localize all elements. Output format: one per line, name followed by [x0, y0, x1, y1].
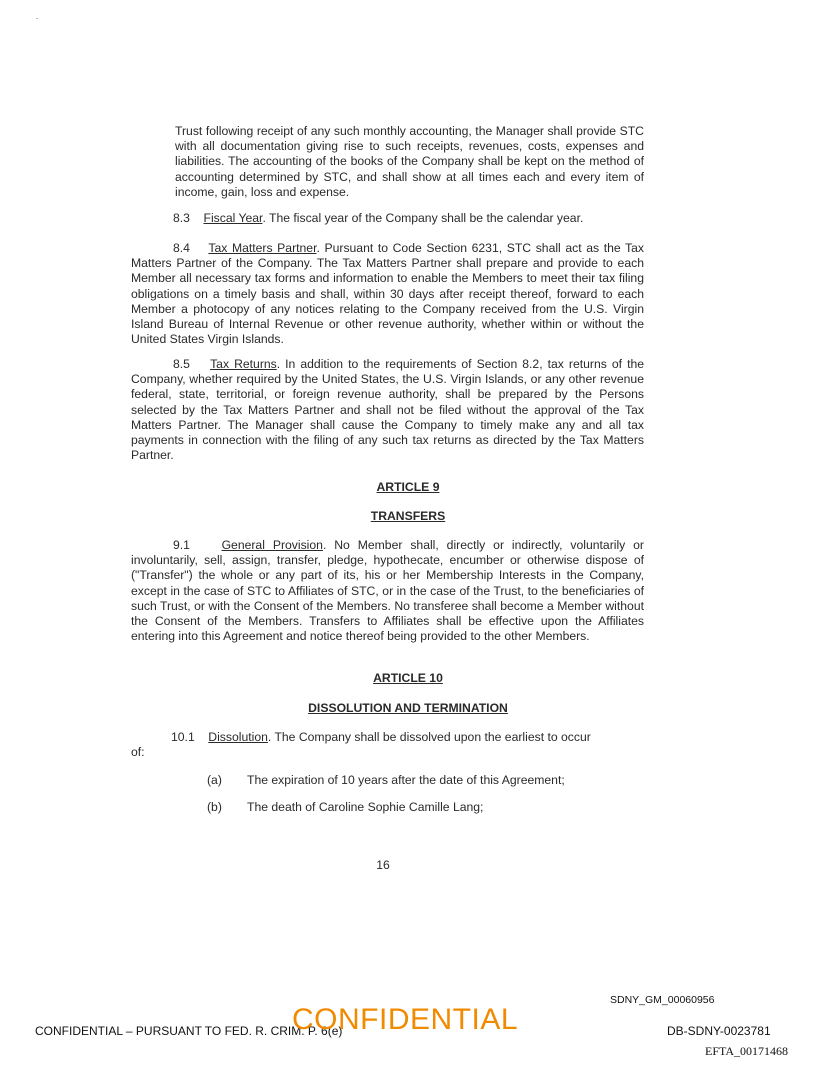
- db-number: DB-SDNY-0023781: [667, 1024, 771, 1038]
- section-heading: Dissolution: [208, 730, 268, 744]
- list-item-text: The expiration of 10 years after the date of this Agreement;: [247, 773, 565, 787]
- section-number: 8.5: [173, 357, 190, 371]
- section-number: 8.3: [173, 211, 190, 225]
- article-10-heading: ARTICLE 10: [373, 671, 443, 685]
- scan-mark: [36, 18, 38, 19]
- section-number: 8.4: [173, 241, 190, 255]
- list-item: [207, 800, 667, 815]
- section-heading: Fiscal Year: [203, 211, 263, 225]
- confidential-notice: CONFIDENTIAL – PURSUANT TO FED. R. CRIM. P. 6(e): [35, 1024, 343, 1038]
- section-8-3: [131, 211, 644, 226]
- section-8-4: [131, 241, 644, 347]
- list-item: [207, 773, 667, 788]
- section-heading: Tax Returns: [210, 357, 277, 371]
- paragraph-continuation: Trust following receipt of any such monthly accounting, the Manager shall provide STC with all documentation giving rise to such receipts, revenues, costs, expenses and liabilities. The accounting of the books of the Company shall be kept on the method of accounting determined by STC, and shall show at all times each and every item of income, gain, loss and expense.: [175, 124, 644, 199]
- section-text: . Pursuant to Code Section 6231, STC shall act as the Tax Matters Partner of the Company. The Tax Matters Partner shall prepare and provide to each Member all necessary tax forms and information to enable the Members to meet their tax filing obligations on a timely basis and shall, within 30 days after receipt thereof, forward to each Member a photocopy of any notices relating to the Company received from the U.S. Virgin Island Bureau of Internal Revenue or other revenue authority, whether within or without the United States Virgin Islands.: [131, 241, 644, 347]
- article-9-heading: ARTICLE 9: [376, 480, 440, 494]
- section-text: . The fiscal year of the Company shall be the calendar year.: [262, 211, 584, 225]
- section-tail: of:: [131, 745, 145, 760]
- section-number: 9.1: [173, 538, 190, 552]
- confidential-stamp: CONFIDENTIAL: [292, 1003, 519, 1036]
- efta-number: EFTA_00171468: [705, 1044, 789, 1058]
- section-heading: Tax Matters Partner: [208, 241, 317, 255]
- article-10-title: DISSOLUTION AND TERMINATION: [308, 701, 508, 715]
- section-text: . No Member shall, directly or indirectly, voluntarily or involuntarily, sell, assign, transfer, pledge, hypothecate, encumber or otherwise dispose of ("Transfer") the whole or any part of its, his or her Membership Interests in the Company, except in the case of STC to Affiliates of STC, or in the case of the Trust, to the beneficiaries of such Trust, or with the Consent of the Members. No transferee shall become a Member without the Consent of the Members. Transfers to Affiliates shall be effective upon the Affiliates entering into this Agreement and notice thereof being provided to the other Members.: [131, 538, 644, 644]
- bates-number-top: SDNY_GM_00060956: [610, 994, 715, 1006]
- list-item-text: The death of Caroline Sophie Camille Lang;: [247, 800, 484, 814]
- section-number: 10.1: [171, 730, 195, 744]
- article-9-title: TRANSFERS: [370, 509, 446, 523]
- section-9-1: [131, 538, 644, 644]
- list-item-label: (b): [207, 800, 222, 814]
- page-number: 16: [376, 858, 390, 872]
- section-text: . The Company shall be dissolved upon the earliest to occur: [267, 730, 591, 744]
- section-heading: General Provision: [221, 538, 323, 552]
- section-8-5: [131, 357, 644, 463]
- section-text: . In addition to the requirements of Section 8.2, tax returns of the Company, whether required by the United States, the U.S. Virgin Islands, or any other revenue federal, state, territorial, or foreign revenue authority, shall be prepared by the Persons selected by the Tax Matters Partner and shall not be filed without the approval of the Tax Matters Partner. The Manager shall cause the Company to timely make any and all tax payments in connection with the filing of any such tax returns as directed by the Tax Matters Partner.: [131, 357, 645, 463]
- list-item-label: (a): [207, 773, 222, 787]
- section-10-1: [131, 730, 644, 760]
